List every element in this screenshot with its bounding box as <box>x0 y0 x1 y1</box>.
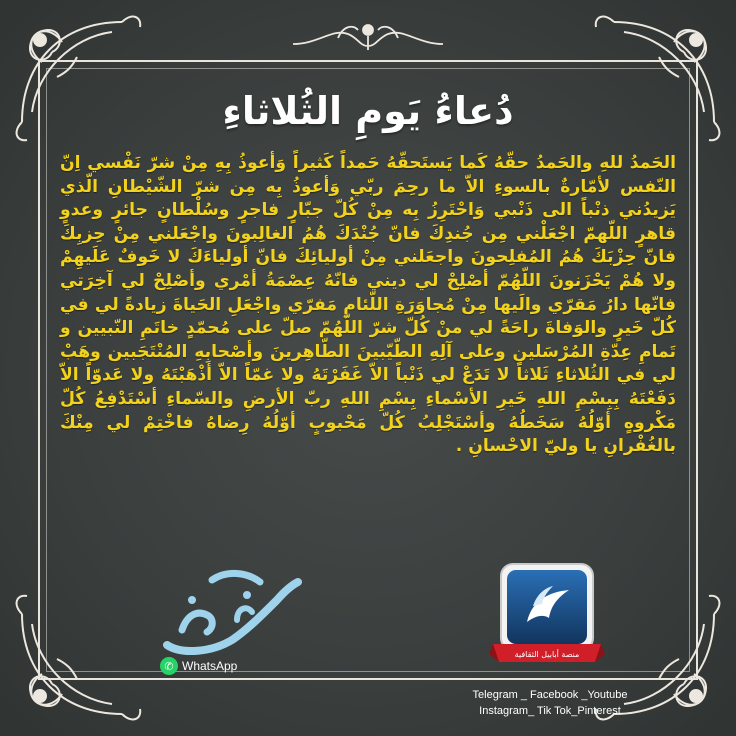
whatsapp-contact <box>160 657 237 675</box>
badge-banner-text: منصة أبابيل الثقافية <box>514 650 580 659</box>
whatsapp-label: WhatsApp <box>182 659 238 673</box>
social-links <box>450 687 650 719</box>
whatsapp-icon: ✆ <box>160 657 178 675</box>
ababil-platform-badge <box>487 560 607 672</box>
social-links-line-2: Instagram_ Tik Tok_Pinterest <box>479 705 621 717</box>
social-links-line-1: Telegram _ Facebook _Youtube <box>472 689 628 701</box>
prayer-text: الحَمدُ للهِ والحَمدُ حقّهُ كَما يَستَحقّهُ حَمداً كَثيراً وَأعوذُ بِهِ مِنْ شرّ نَفْسي اِنّ النّفس لأمّارةٌ بالسوءِ الاّ ما رحِمَ ربّي وَأعوذُ بِه مِن شرّ الشّيْطانِ الّذي يَزيدُني ذنْباً الى ذَنْبي وَاحْتَرِزُ بِه مِنْ كُلّ جبّارٍ فاجرٍ وسُلْطانٍ جائرٍ وعدوٍ قاهرٍ اللّهمّ اجْعَلْني مِن جُندِكَ فانّ جُنْدَكَ هُمُ الغالِبونَ واجْعَلني مِنْ حِزبِكَ فانّ حِزْبَكَ هُمُ المُفلِحونَ واجعَلني مِنْ أوليائِكَ فانّ أولياءَكَ لا خَوفٌ عَلَيهِمْ ولا هُمْ يَحْزَنونَ اللّهُمّ أصْلِحْ لي ديني فانّهُ عِصْمَةُ أمْري وأصْلِحْ لي آخِرَتي فانّها دارُ مَقرّي والَيها مِنْ مُجاوَرَةِ اللّئامِ مَفرّي واجْعَلِ الحَياةَ زيادةً لي في كُلّ خَيرٍ والوَفاةَ راحَةً لي منْ كُلّ شرّ اللّهُمّ صلّ على مُحمّدٍ خاتَمِ النّبيين و تَمامِ عِدّةِ المُرْسَلين وعلى آلِهِ الطّيّبينَ الطّاهِرينَ وأصْحابِهِ المُنْتَجَبين وهَبْ لي في الثُلاثاءِ ثَلاثاً لا تَدَعْ لي ذَنْباً الاّ غَفَرْتَهُ ولا غمّاً الاّ أذْهَبْتَهُ ولا عَدوّاً الاّ دَفَعْتَهُ بِبِسْمِ اللهِ خَيرِ الأسْماءِ بِسْمِ اللهِ ربّ الأرضِ والسّماءِ أسْتَدْفِعُ كُلّ مَكْروهٍ أوّلُهُ سَخَطُهُ وأسْتَجْلِبُ كُلّ مَحْبوبٍ أوّلُهُ رِضاهُ فاخْتِمْ لي مِنْكَ بالغُفْرانِ يا وليّ الاحْسانِ . <box>60 153 676 457</box>
corner-ornament-top-left <box>2 2 152 152</box>
kahf-logo <box>152 560 302 670</box>
top-flourish-ornament <box>288 16 448 56</box>
page-title: دُعاءُ يَومِ الثُلاثاءِ <box>222 89 514 133</box>
corner-ornament-bottom-left <box>2 584 152 734</box>
corner-ornament-top-right <box>584 2 734 152</box>
